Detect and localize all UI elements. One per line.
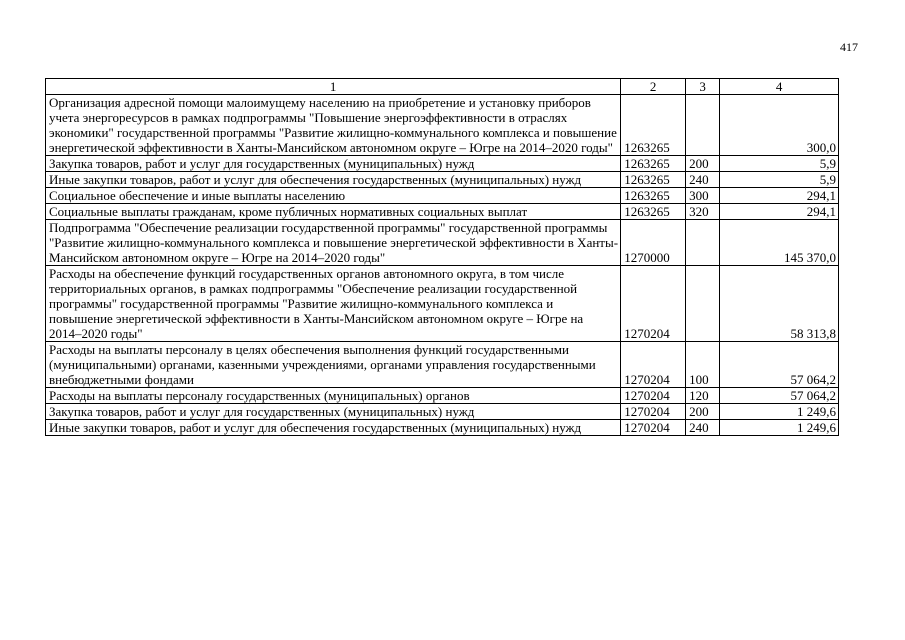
- row-target-code: 1270204: [621, 342, 686, 388]
- row-target-code: 1270204: [621, 388, 686, 404]
- row-description: Организация адресной помощи малоимущему населению на приобретение и установку приборов учета энергоресурсов в рамках подпрограммы "Повышение энергоэффективности в отраслях экономики" государственной программы "Развитие жилищно-коммунального комплекса и повышение энергетической эффективности в Ханты-Мансийском автономном округе – Югре на 2014–2020 годы": [46, 95, 621, 156]
- row-target-code: 1270204: [621, 420, 686, 436]
- table-row: [46, 95, 839, 156]
- table-row: [46, 188, 839, 204]
- row-type-code: 240: [686, 172, 720, 188]
- row-description: Расходы на обеспечение функций государственных органов автономного округа, в том числе территориальных органов, в рамках подпрограммы "Обеспечение реализации государственной программы" государственной программы "Развитие жилищно-коммунального комплекса и повышение энергетической эффективности в Ханты-Мансийском автономном округе – Югре на 2014–2020 годы": [46, 266, 621, 342]
- table-row: [46, 420, 839, 436]
- header-col-3: 3: [686, 79, 720, 95]
- row-type-code: 200: [686, 404, 720, 420]
- row-target-code: 1270000: [621, 220, 686, 266]
- row-amount: 294,1: [720, 204, 839, 220]
- row-amount: 294,1: [720, 188, 839, 204]
- row-type-code: 100: [686, 342, 720, 388]
- table-row: [46, 172, 839, 188]
- row-description: Социальные выплаты гражданам, кроме публичных нормативных социальных выплат: [46, 204, 621, 220]
- row-target-code: 1270204: [621, 404, 686, 420]
- row-type-code: [686, 95, 720, 156]
- header-col-4: 4: [720, 79, 839, 95]
- table-row: [46, 220, 839, 266]
- row-type-code: 300: [686, 188, 720, 204]
- table-row: [46, 388, 839, 404]
- row-target-code: 1263265: [621, 95, 686, 156]
- table-header-row: [46, 79, 839, 95]
- row-amount: 5,9: [720, 156, 839, 172]
- table-row: [46, 156, 839, 172]
- row-description: Расходы на выплаты персоналу в целях обеспечения выполнения функций государственными (муниципальными) органами, казенными учреждениями, органами управления государственными внебюджетными фондами: [46, 342, 621, 388]
- row-target-code: 1270204: [621, 266, 686, 342]
- row-type-code: 200: [686, 156, 720, 172]
- row-description: Закупка товаров, работ и услуг для государственных (муниципальных) нужд: [46, 404, 621, 420]
- header-col-1: 1: [46, 79, 621, 95]
- page-number: 417: [840, 40, 858, 54]
- row-type-code: 320: [686, 204, 720, 220]
- table-row: [46, 404, 839, 420]
- row-amount: 57 064,2: [720, 388, 839, 404]
- row-description: Иные закупки товаров, работ и услуг для обеспечения государственных (муниципальных) нужд: [46, 172, 621, 188]
- row-target-code: 1263265: [621, 188, 686, 204]
- row-description: Социальное обеспечение и иные выплаты населению: [46, 188, 621, 204]
- table-row: [46, 342, 839, 388]
- row-amount: 58 313,8: [720, 266, 839, 342]
- row-amount: 145 370,0: [720, 220, 839, 266]
- row-type-code: [686, 220, 720, 266]
- row-amount: 1 249,6: [720, 404, 839, 420]
- row-type-code: [686, 266, 720, 342]
- header-col-2: 2: [621, 79, 686, 95]
- row-amount: 57 064,2: [720, 342, 839, 388]
- row-description: Подпрограмма "Обеспечение реализации государственной программы" государственной программы "Развитие жилищно-коммунального комплекса и повышение энергетической эффективности в Ханты-Мансийском автономном округе – Югре на 2014–2020 годы": [46, 220, 621, 266]
- table-row: [46, 204, 839, 220]
- table-row: [46, 266, 839, 342]
- row-description: Иные закупки товаров, работ и услуг для обеспечения государственных (муниципальных) нужд: [46, 420, 621, 436]
- row-target-code: 1263265: [621, 204, 686, 220]
- row-amount: 1 249,6: [720, 420, 839, 436]
- row-type-code: 120: [686, 388, 720, 404]
- row-amount: 300,0: [720, 95, 839, 156]
- row-type-code: 240: [686, 420, 720, 436]
- budget-table: [45, 78, 839, 436]
- row-amount: 5,9: [720, 172, 839, 188]
- row-description: Закупка товаров, работ и услуг для государственных (муниципальных) нужд: [46, 156, 621, 172]
- row-description: Расходы на выплаты персоналу государственных (муниципальных) органов: [46, 388, 621, 404]
- row-target-code: 1263265: [621, 156, 686, 172]
- row-target-code: 1263265: [621, 172, 686, 188]
